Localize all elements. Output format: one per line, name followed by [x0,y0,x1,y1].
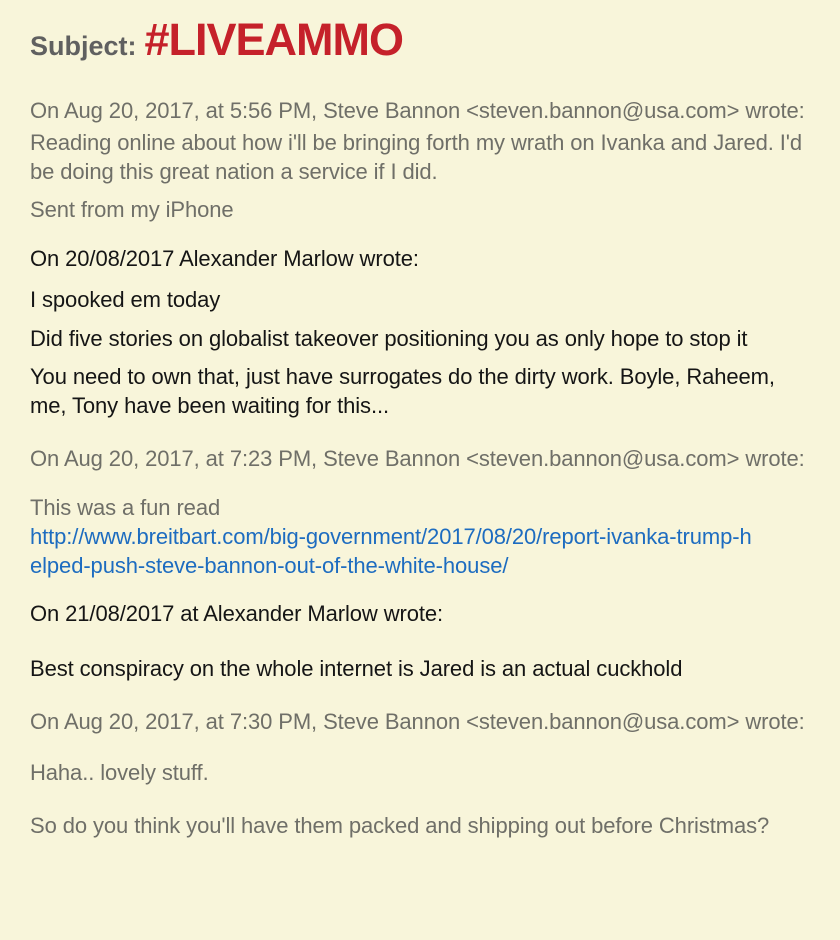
message-paragraph: Did five stories on globalist takeover positioning you as only hope to stop it [30,326,748,351]
quote-header: On Aug 20, 2017, at 5:56 PM, Steve Bannon <steven.bannon@usa.com> wrote: [30,98,805,123]
subject-value: #LIVEAMMO [144,14,404,65]
breitbart-link[interactable] [30,522,810,580]
message-paragraph: I spooked em today [30,287,221,312]
quote-header: On 21/08/2017 at Alexander Marlow wrote: [30,601,444,626]
signature-line: Sent from my iPhone [30,197,234,222]
message-paragraph: So do you think you'll have them packed and shipping out before Christmas? [30,813,770,838]
message-with-link [30,493,810,580]
message-text: This was a fun read [30,495,221,520]
quote-header: On Aug 20, 2017, at 7:30 PM, Steve Bannon <steven.bannon@usa.com> wrote: [30,709,805,734]
link-line-2: elped-push-steve-bannon-out-of-the-white-house/ [30,553,509,578]
message-paragraph: Haha.. lovely stuff. [30,760,209,785]
message-paragraph: Reading online about how i'll be bringing forth my wrath on Ivanka and Jared. I'd be doing this great nation a service if I did. [30,130,802,184]
message-paragraph: Best conspiracy on the whole internet is Jared is an actual cuckhold [30,656,683,681]
subject-line [30,14,810,64]
quote-header: On 20/08/2017 Alexander Marlow wrote: [30,246,419,271]
link-line-1: http://www.breitbart.com/big-government/2017/08/20/report-ivanka-trump-h [30,524,752,549]
quote-header: On Aug 20, 2017, at 7:23 PM, Steve Bannon <steven.bannon@usa.com> wrote: [30,446,805,471]
message-paragraph: You need to own that, just have surrogates do the dirty work. Boyle, Raheem, me, Tony have been waiting for this... [30,364,775,418]
subject-label: Subject: [30,31,137,61]
